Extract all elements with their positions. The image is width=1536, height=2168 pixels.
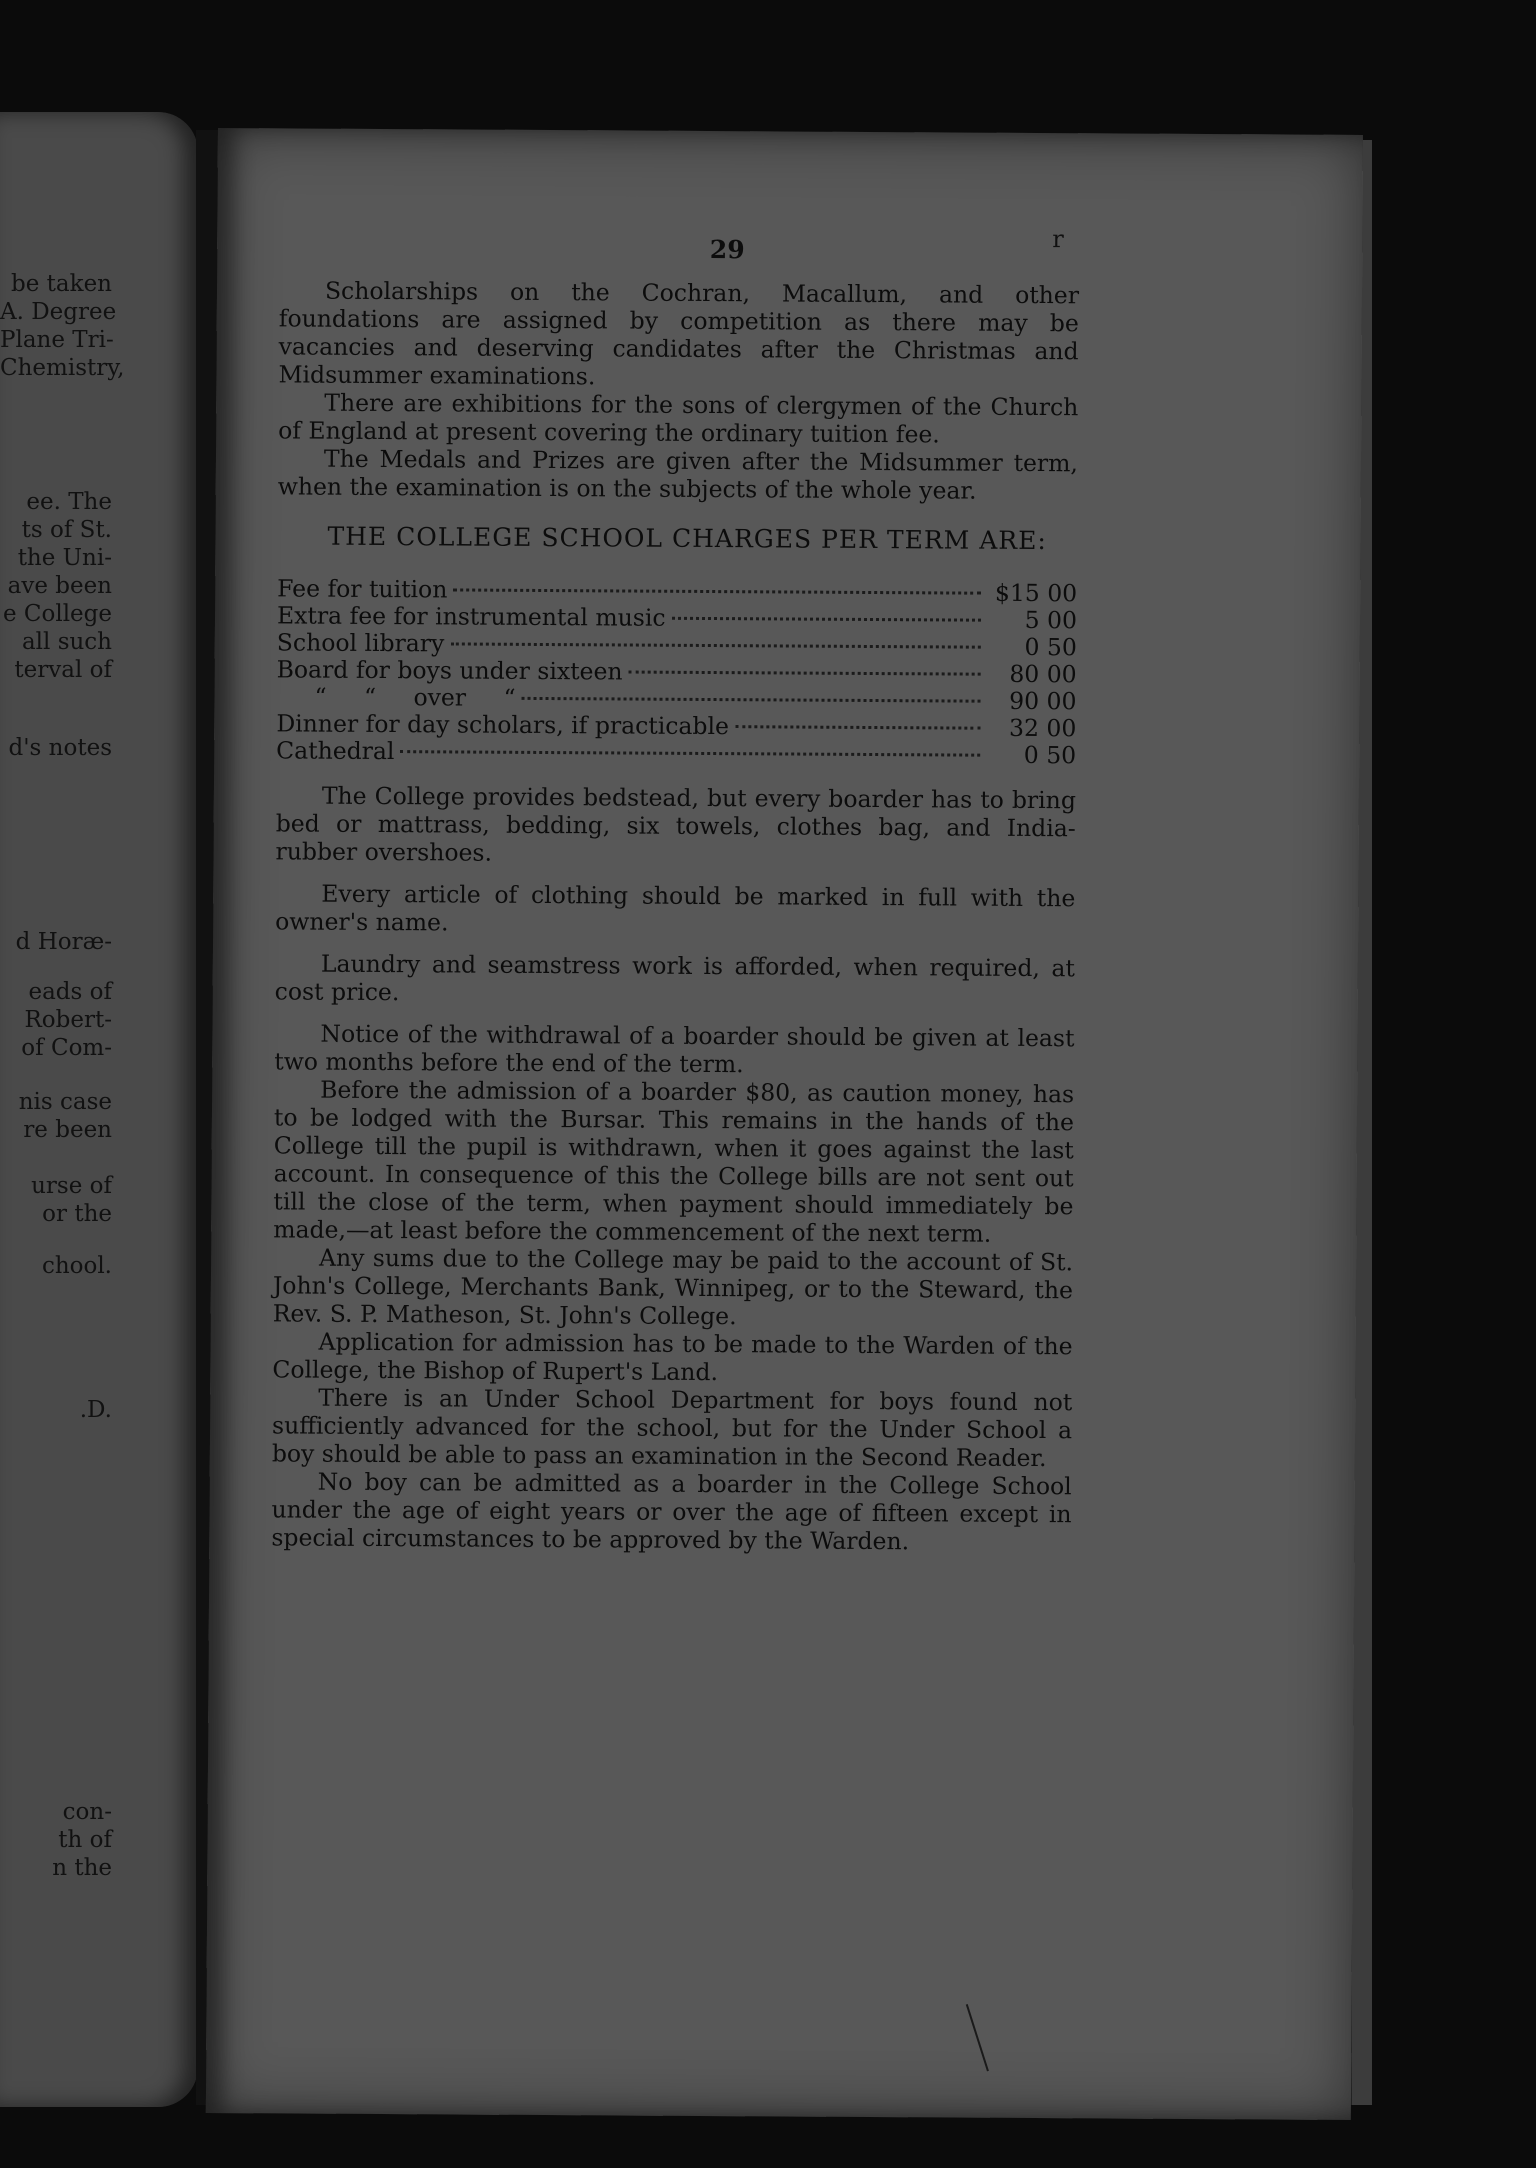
paragraph-clothing: Every article of clothing should be marked in full with the owner's name. xyxy=(275,879,1076,937)
fee-amount: 80 00 xyxy=(1009,659,1077,689)
left-line: Chemistry, xyxy=(0,355,125,381)
fee-row xyxy=(276,709,1076,741)
fee-row xyxy=(276,736,1076,768)
left-line: Plane Tri- xyxy=(0,327,114,353)
fee-label: School library xyxy=(276,628,445,658)
left-line: th of xyxy=(58,1827,112,1853)
left-line: urse of xyxy=(31,1173,112,1199)
left-fragment-5 xyxy=(0,978,190,1062)
leader-dots xyxy=(453,588,981,594)
left-fragment-2 xyxy=(0,488,190,684)
left-fragment-4 xyxy=(0,928,190,956)
left-fragment-3 xyxy=(0,734,190,762)
leader-dots xyxy=(450,642,980,648)
left-line: of Com- xyxy=(21,1035,112,1061)
paragraph-withdrawal: Notice of the withdrawal of a boarder should be given at least two months before the end of the term. xyxy=(274,1019,1075,1079)
left-line: e College xyxy=(2,601,112,627)
left-line: n the xyxy=(52,1855,112,1881)
left-line: be taken xyxy=(11,271,112,297)
left-fragment-7 xyxy=(0,1172,190,1228)
paragraph-laundry: Laundry and seamstress work is afforded, when required, at cost price. xyxy=(274,949,1075,1007)
left-line: all such xyxy=(21,629,112,655)
page-number: 29 xyxy=(709,235,745,265)
left-line: d's notes xyxy=(8,735,112,761)
fee-amount: 90 00 xyxy=(1009,686,1077,716)
left-line: chool. xyxy=(41,1253,112,1279)
fee-amount: 5 00 xyxy=(1024,605,1078,635)
paragraph-under-school: There is an Under School Department for boys found not sufficiently advanced for the school, but for the Under School a boy should be able to pass an examination in the Second Reader. xyxy=(271,1383,1073,1473)
left-fragment-10 xyxy=(0,1798,190,1882)
paragraph-caution-money: Before the admission of a boarder $80, as caution money, has to be lodged with the Bursar. This remains in the hands of the College till the pupil is withdrawn, when it goes against the last account. In consequence of this the College bills are not sent out till the close of the term, when payment should immediately be made,—at least before the commencement of the next term. xyxy=(273,1075,1075,1248)
fee-amount: 0 50 xyxy=(1024,632,1077,662)
fee-amount: $15 00 xyxy=(994,578,1078,608)
paragraph-medals: The Medals and Prizes are given after the Midsummer term, when the examination is on the subjects of the whole year. xyxy=(277,444,1079,505)
left-line: terval of xyxy=(14,657,112,683)
leader-dots xyxy=(522,697,981,703)
charges-heading: THE COLLEGE SCHOOL CHARGES PER TERM ARE: xyxy=(327,521,1047,556)
fee-label: Extra fee for instrumental music xyxy=(276,601,666,632)
paragraph-scholarships: Scholarships on the Cochran, Macallum, and other foundations are assigned by competition as there may be vacancies and deserving candidates after the Christmas and Midsummer examinations. xyxy=(278,276,1080,391)
leader-dots xyxy=(400,750,980,757)
leader-dots xyxy=(735,725,980,729)
left-line: con- xyxy=(62,1799,112,1825)
paragraph-age-limits: No boy can be admitted as a boarder in the College School under the age of eight years or over the age of fifteen except in special circumstances to be approved by the Warden. xyxy=(271,1467,1072,1556)
fee-amount: 0 50 xyxy=(1023,740,1077,770)
fee-label: Fee for tuition xyxy=(277,574,448,604)
left-fragment-8 xyxy=(0,1252,190,1280)
left-fragment-1 xyxy=(0,270,190,382)
fee-amount: 32 00 xyxy=(1008,713,1077,743)
leader-dots xyxy=(672,617,981,622)
left-line: Robert- xyxy=(24,1007,112,1033)
left-fragment-9 xyxy=(0,1396,190,1424)
main-page xyxy=(206,128,1363,2120)
leader-dots xyxy=(629,671,981,676)
paragraph-bedding: The College provides bedstead, but every boarder has to bring bed or mattrass, bedding, six towels, clothes bag, and India-rubber overshoes. xyxy=(275,781,1076,867)
left-line: ts of St. xyxy=(21,517,112,543)
pencil-mark: r xyxy=(1052,225,1064,254)
fee-label: Board for boys under sixteen xyxy=(276,655,623,686)
fee-table xyxy=(276,574,1077,768)
left-line: or the xyxy=(42,1201,112,1227)
left-line: ave been xyxy=(7,573,112,599)
page-content xyxy=(271,276,1079,1556)
left-line: A. Degree xyxy=(0,299,117,325)
fee-label: “ “ over “ xyxy=(314,682,516,712)
left-line: the Uni- xyxy=(17,545,112,571)
left-line: .D. xyxy=(79,1397,112,1423)
paragraph-payment: Any sums due to the College may be paid to the account of St. John's College, Merchants Bank, Winnipeg, or to the Steward, the Rev. S. P. Matheson, St. John's College. xyxy=(272,1243,1074,1331)
left-line: ee. The xyxy=(26,489,112,515)
fee-label: Dinner for day scholars, if practicable xyxy=(276,709,730,741)
fee-label: Cathedral xyxy=(276,736,395,766)
paragraph-admission: Application for admission has to be made to the Warden of the College, the Bishop of Rupert's Land. xyxy=(272,1327,1073,1387)
left-line: eads of xyxy=(28,979,112,1005)
left-fragment-6 xyxy=(0,1088,190,1144)
left-line: nis case xyxy=(18,1089,112,1115)
paragraph-exhibitions: There are exhibitions for the sons of clergymen of the Church of England at present covering the ordinary tuition fee. xyxy=(278,388,1079,449)
left-page xyxy=(0,112,198,2107)
left-line: re been xyxy=(23,1117,112,1143)
rules-section xyxy=(271,781,1076,1556)
left-line: d Horæ- xyxy=(15,929,112,955)
pencil-stroke xyxy=(966,2004,989,2071)
